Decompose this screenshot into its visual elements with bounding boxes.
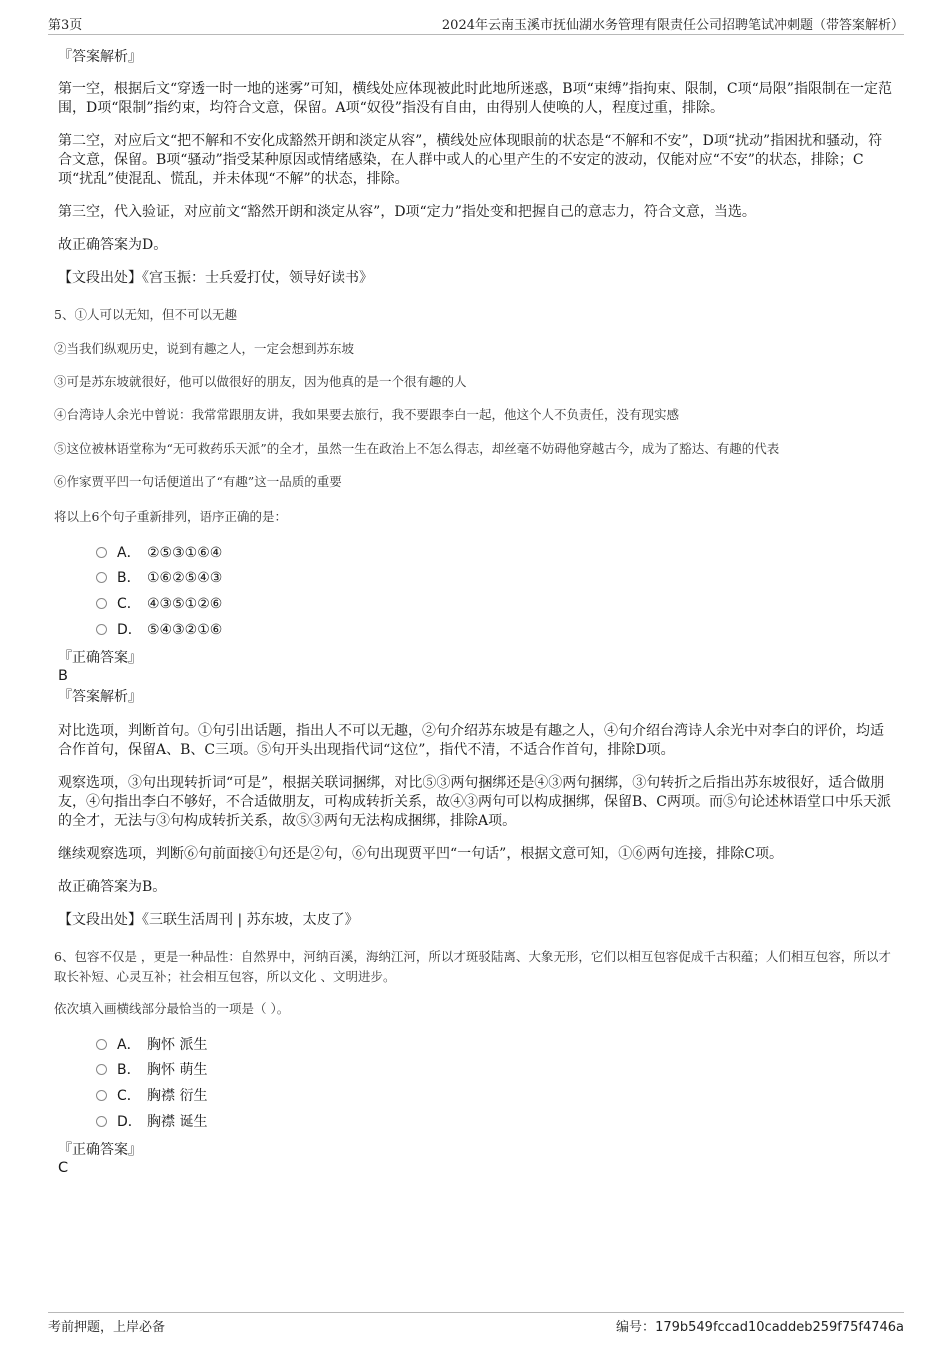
q4-analysis-para1: 第一空，根据后文“穿透一时一地的迷雾”可知，横线处应体现被此时此地所迷惑，B项“束缚”指拘束、限制，C项“局限”指限制在一定范围，D项“限制”指约束，均符合文意，保留。A项“奴役”指没有自由，由得别人使唤的人，程度过重，排除。 [58, 81, 892, 116]
document-title: 2024年云南玉溪市抚仙湖水务管理有限责任公司招聘笔试冲刺题（带答案解析） [441, 18, 904, 33]
footer-id-label: 编号： [616, 1320, 656, 1335]
q5-option-d[interactable]: D． ⑤④③②①⑥ [96, 621, 222, 639]
q6-correct-answer: C [58, 1160, 69, 1176]
q5-sentence-6: ⑥作家贾平凹一句话便道出了“有趣”这一品质的重要 [54, 474, 342, 489]
q6-option-b[interactable]: B． 胸怀 萌生 [96, 1061, 207, 1079]
footer-slogan: 考前押题，上岸必备 [48, 1320, 166, 1335]
q5-analysis-label: 『答案解析』 [58, 689, 142, 705]
radio-icon[interactable] [96, 1116, 107, 1127]
radio-icon[interactable] [96, 624, 107, 635]
q4-analysis-para2: 第二空，对应后文“把不解和不安化成豁然开朗和淡定从容”，横线处应体现眼前的状态是“不解和不安”，D项“扰动”指困扰和骚动，符合文意，保留。B项“骚动”指受某种原因或情绪感染，在人群中或人的心里产生的不安定的波动，仅能对应“不安”的状态，排除；C项“扰乱”使混乱、慌乱，并未体现“不解”的状态，排除。 [58, 133, 883, 187]
radio-icon[interactable] [96, 598, 107, 609]
q6-correct-label: 『正确答案』 [58, 1142, 142, 1158]
radio-icon[interactable] [96, 1064, 107, 1075]
q6-option-a[interactable]: A． 胸怀 派生 [96, 1036, 207, 1054]
q6-stem: 6、包容不仅是 ，更是一种品性：自然界中，河纳百溪，海纳江河，所以才斑驳陆离、大象无形，它们以相互包容促成千古积蕴；人们相互包容，所以才取长补短、心灵互补；社会相互包容，所以文化 、文明进步。 [54, 949, 891, 984]
q5-option-a[interactable]: A． ②⑤③①⑥④ [96, 544, 222, 562]
q5-analysis-para1: 对比选项，判断首句。①句引出话题，指出人不可以无趣，②句介绍苏东坡是有趣之人，④句介绍台湾诗人余光中对李白的评价，均适合作首句，保留A、B、C三项。⑤句开头出现指代词“这位”，指代不清，不适合作首句，排除D项。 [58, 723, 884, 758]
q6-prompt: 依次填入画横线部分最恰当的一项是（ ）。 [54, 1001, 290, 1016]
q5-analysis-para3: 继续观察选项，判断⑥句前面接①句还是②句，⑥句出现贾平凹“一句话”，根据文意可知，①⑥两句连接，排除C项。 [58, 846, 784, 862]
q5-sentence-5: ⑤这位被林语堂称为“无可救药乐天派”的全才，虽然一生在政治上不怎么得志，却丝毫不妨碍他穿越古今，成为了豁达、有趣的代表 [54, 441, 780, 456]
q5-sentence-1: 5、①人可以无知，但不可以无趣 [54, 307, 237, 322]
page-footer [48, 1312, 904, 1335]
radio-icon[interactable] [96, 572, 107, 583]
q5-analysis-para2: 观察选项，③句出现转折词“可是”，根据关联词捆绑，对比⑤③两句捆绑还是④③两句捆绑，③句转折之后指出苏东坡很好，适合做朋友，④句指出李白不够好，不合适做朋友，可构成转折关系，故④③两句可以构成捆绑，保留B、C两项。而⑤句论述林语堂口中乐天派的全才，无法与③句构成转折关系，故⑤③两句无法构成捆绑，排除A项。 [58, 775, 891, 829]
q5-correct-label: 『正确答案』 [58, 650, 142, 666]
q5-correct-answer: B [58, 668, 68, 684]
q5-conclusion: 故正确答案为B。 [58, 879, 167, 895]
page-number: 第3页 [48, 18, 83, 33]
radio-icon[interactable] [96, 1039, 107, 1050]
q5-sentence-4: ④台湾诗人余光中曾说：我常常跟朋友讲，我如果要去旅行，我不要跟李白一起，他这个人不负责任，没有现实感 [54, 407, 680, 422]
q5-sentence-2: ②当我们纵观历史，说到有趣之人，一定会想到苏东坡 [54, 341, 355, 356]
page-header [48, 14, 904, 35]
q4-conclusion: 故正确答案为D。 [58, 237, 168, 253]
q5-option-b[interactable]: B． ①⑥②⑤④③ [96, 569, 222, 587]
footer-id [616, 1316, 904, 1335]
radio-icon[interactable] [96, 1090, 107, 1101]
q4-analysis-para3: 第三空，代入验证，对应前文“豁然开朗和淡定从容”，D项“定力”指处变和把握自己的意志力，符合文意，当选。 [58, 204, 756, 220]
q5-sentence-3: ③可是苏东坡就很好，他可以做很好的朋友，因为他真的是一个很有趣的人 [54, 374, 467, 389]
q6-option-c[interactable]: C． 胸襟 衍生 [96, 1087, 207, 1105]
radio-icon[interactable] [96, 547, 107, 558]
footer-id-value: 179b549fccad10caddeb259f75f4746a [655, 1320, 904, 1335]
q5-option-c[interactable]: C． ④③⑤①②⑥ [96, 595, 222, 613]
q5-source: 【文段出处】《三联生活周刊 | 苏东坡，太皮了》 [58, 912, 359, 928]
q4-source: 【文段出处】《宫玉振：士兵爱打仗，领导好读书》 [58, 270, 373, 286]
q5-prompt: 将以上6个句子重新排列，语序正确的是： [54, 509, 287, 524]
q4-analysis-label: 『答案解析』 [58, 49, 142, 65]
q6-option-d[interactable]: D． 胸襟 诞生 [96, 1113, 207, 1131]
